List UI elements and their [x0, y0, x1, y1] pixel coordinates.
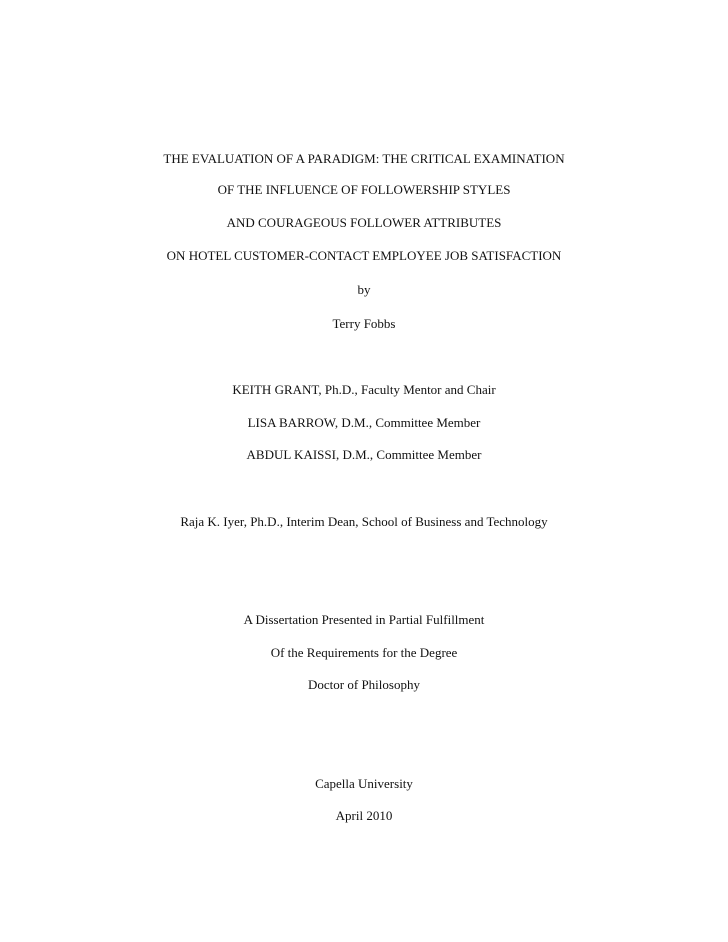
- author-name: Terry Fobbs: [332, 316, 396, 331]
- title-line-4: ON HOTEL CUSTOMER-CONTACT EMPLOYEE JOB SATISFACTION: [166, 248, 562, 263]
- by-label: by: [357, 282, 371, 297]
- dean-line: Raja K. Iyer, Ph.D., Interim Dean, School of Business and Technology: [180, 514, 548, 529]
- submission-date: April 2010: [335, 808, 393, 823]
- title-line-2: OF THE INFLUENCE OF FOLLOWERSHIP STYLES: [217, 182, 511, 197]
- title-line-3: AND COURAGEOUS FOLLOWER ATTRIBUTES: [226, 215, 502, 230]
- degree-name: Doctor of Philosophy: [308, 677, 420, 692]
- committee-chair: KEITH GRANT, Ph.D., Faculty Mentor and Chair: [232, 382, 496, 397]
- title-line-1: THE EVALUATION OF A PARADIGM: THE CRITICAL EXAMINATION: [163, 151, 565, 166]
- submission-line-2: Of the Requirements for the Degree: [270, 645, 458, 660]
- university-name: Capella University: [315, 776, 413, 791]
- submission-line-1: A Dissertation Presented in Partial Fulfillment: [243, 612, 485, 627]
- committee-member-1: LISA BARROW, D.M., Committee Member: [247, 415, 481, 430]
- committee-member-2: ABDUL KAISSI, D.M., Committee Member: [246, 447, 482, 462]
